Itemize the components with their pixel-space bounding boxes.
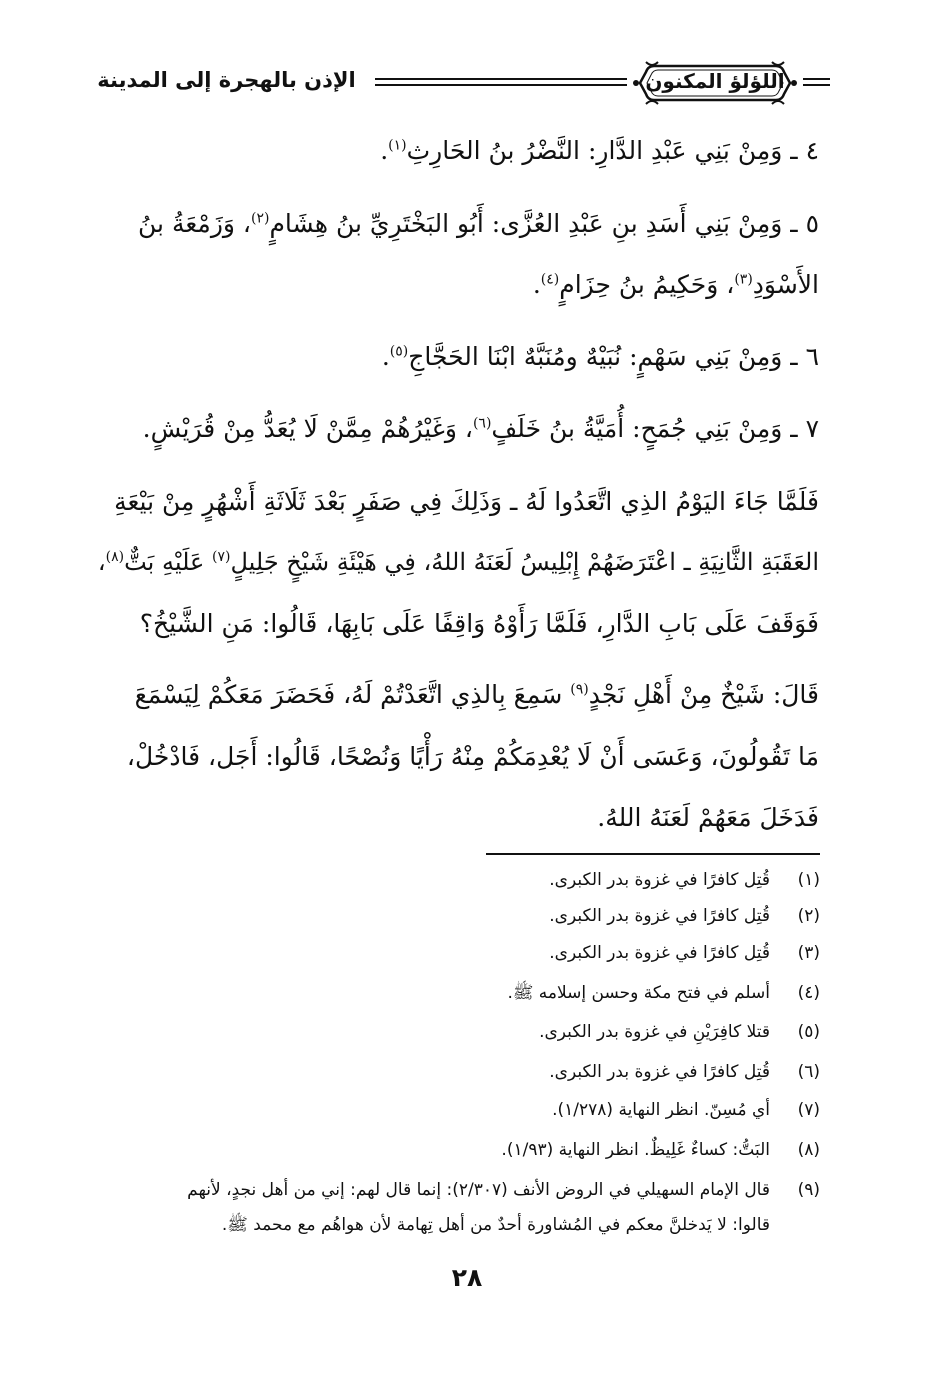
paragraph-1-line-3: فَوَقَفَ عَلَى بَابِ الدَّارِ، فَلَمَّا رَأَوْهُ وَاقِفًا عَلَى بَابِهَا، قَالُوا: مَنِ الشَّيْخُ؟ (139, 609, 819, 638)
footnote-number: (٨) (797, 1140, 820, 1160)
footnote-6 (549, 1062, 820, 1082)
footnote-ref: (٣) (734, 271, 753, 288)
paragraph-2-line-2: مَا تَقُولُونَ، وَعَسَى أَنْ لَا يُعْدِمَكُمْ مِنْهُ رَأْيًا وَنُصْحًا، قَالُوا: أَجَل، فَادْخُلْ، (126, 742, 819, 771)
footnote-9 (187, 1180, 820, 1200)
body-line-7: ٧ ـ وَمِنْ بَنِي جُمَحٍ: أُمَيَّةُ بنُ خَلَفٍ$^{(٦)}$، وَغَيْرُهُمْ مِمَّنْ لَا يُعَدُّ مِنْ قُرَيْشٍ. (142, 414, 819, 443)
footnote-ref: (١) (388, 137, 407, 154)
paragraph-2-line-3: فَدَخَلَ مَعَهُمْ لَعَنَهُ اللهُ. (597, 803, 819, 832)
footnote-ref: (٧) (211, 549, 231, 565)
footnote-number: (٦) (797, 1062, 820, 1082)
footnote-separator (486, 853, 820, 855)
body-line-6: ٦ ـ وَمِنْ بَنِي سَهْمٍ: نُبَيْهٌ ومُنَبَّهٌ ابْنَا الحَجَّاجِ$^{(٥)}$. (381, 342, 819, 371)
footnote-number: (٩) (797, 1180, 820, 1200)
footnote-text: قُتِل كافرًا في غزوة بدر الكبرى. (549, 943, 770, 963)
footnote-number: (١) (797, 870, 820, 890)
footnote-text: البَتُّ: كساءٌ غَلِيظٌ. انظر النهاية (١/٩٣). (501, 1140, 770, 1160)
running-header (84, 58, 830, 108)
footnote-9-continuation: قالوا: لا يَدخلنَّ معكم في المُشاورة أحدٌ من أهل تِهامة لأن هواهُم مع محمد ﷺ. (221, 1215, 770, 1235)
body-line-5a: ٥ ـ وَمِنْ بَنِي أَسَدِ بنِ عَبْدِ العُزَّى: أَبُو البَخْتَرِيِّ بنُ هِشَامٍ$^{(٢)}$، وَزَمْعَةُ بنُ (138, 209, 819, 238)
footnote-ref: (٦) (472, 415, 492, 432)
footnote-text: أي مُسِنّ. انظر النهاية (١/٢٧٨). (552, 1100, 770, 1120)
footnote-4 (507, 982, 820, 1007)
paragraph-2-line-1: قَالَ: شَيْخٌ مِنْ أَهْلِ نَجْدٍ$^{(٩)}$ سَمِعَ بِالذِي اتَّعَدْتُمْ لَهُ، فَحَضَرَ مَعَكُمْ لِيَسْمَعَ (134, 680, 819, 709)
footnote-text: قُتِل كافرًا في غزوة بدر الكبرى. (549, 870, 770, 890)
footnote-7 (552, 1100, 820, 1120)
footnote-number: (٢) (797, 906, 820, 926)
header-rule-middle (375, 78, 627, 86)
footnote-text: قال الإمام السهيلي في الروض الأنف (٢/٣٠٧): إنما قال لهم: إني من أهل نجدٍ، لأنهم (187, 1180, 770, 1200)
footnote-text: أسلم في فتح مكة وحسن إسلامه ﷺ. (507, 983, 770, 1003)
footnote-3 (549, 943, 820, 963)
footnote-ref: (٨) (105, 549, 125, 565)
footnote-ref: (٥) (389, 343, 409, 360)
footnote-ref: (٢) (250, 210, 270, 227)
footnote-ref: (٩) (570, 681, 589, 698)
header-rule-right (803, 78, 830, 86)
footnote-ref: (٤) (540, 271, 560, 288)
book-title: اللؤلؤ المكنون (645, 69, 785, 93)
footnote-number: (٤) (797, 983, 820, 1003)
footnote-1 (549, 870, 820, 890)
footnote-text: قتلا كافِرَيْنِ في غزوة بدر الكبرى. (539, 1022, 770, 1042)
body-line-5b: الأَسْوَدِ$^{(٣)}$، وَحَكِيمُ بنُ حِزَامٍ$^{(٤)}$. (532, 270, 819, 299)
footnote-2 (549, 906, 820, 926)
paragraph-1-line-2: العَقَبَةِ الثَّانِيَةِ ـ اعْتَرَضَهُمْ إِبْلِيسُ لَعَنَهُ اللهُ، فِي هَيْئَةِ شَيْخٍ جَلِيلٍ$^{(٧)}$ عَلَيْهِ بَتٌّ$^{(٨)}$، (97, 548, 819, 576)
footnote-5 (539, 1022, 820, 1042)
book-title-frame (632, 58, 798, 108)
footnote-8 (501, 1140, 820, 1160)
chapter-title: الإذن بالهجرة إلى المدينة (97, 68, 356, 92)
footnote-number: (٧) (797, 1100, 820, 1120)
footnote-text: قُتِل كافرًا في غزوة بدر الكبرى. (549, 1062, 770, 1082)
body-line-4: ٤ ـ وَمِنْ بَنِي عَبْدِ الدَّارِ: النَّضْرُ بنُ الحَارِثِ$^{(١)}$. (380, 136, 819, 165)
footnote-number: (٣) (797, 943, 820, 963)
paragraph-1-line-1: فَلَمَّا جَاءَ اليَوْمُ الذِي اتَّعَدُوا لَهُ ـ وَذَلِكَ فِي صَفَرٍ بَعْدَ ثَلَاثَةِ أَشْهُرٍ مِنْ بَيْعَةِ (114, 487, 819, 516)
footnote-text: قُتِل كافرًا في غزوة بدر الكبرى. (549, 906, 770, 926)
page-number: ٢٨ (451, 1263, 483, 1292)
footnote-number: (٥) (797, 1022, 820, 1042)
